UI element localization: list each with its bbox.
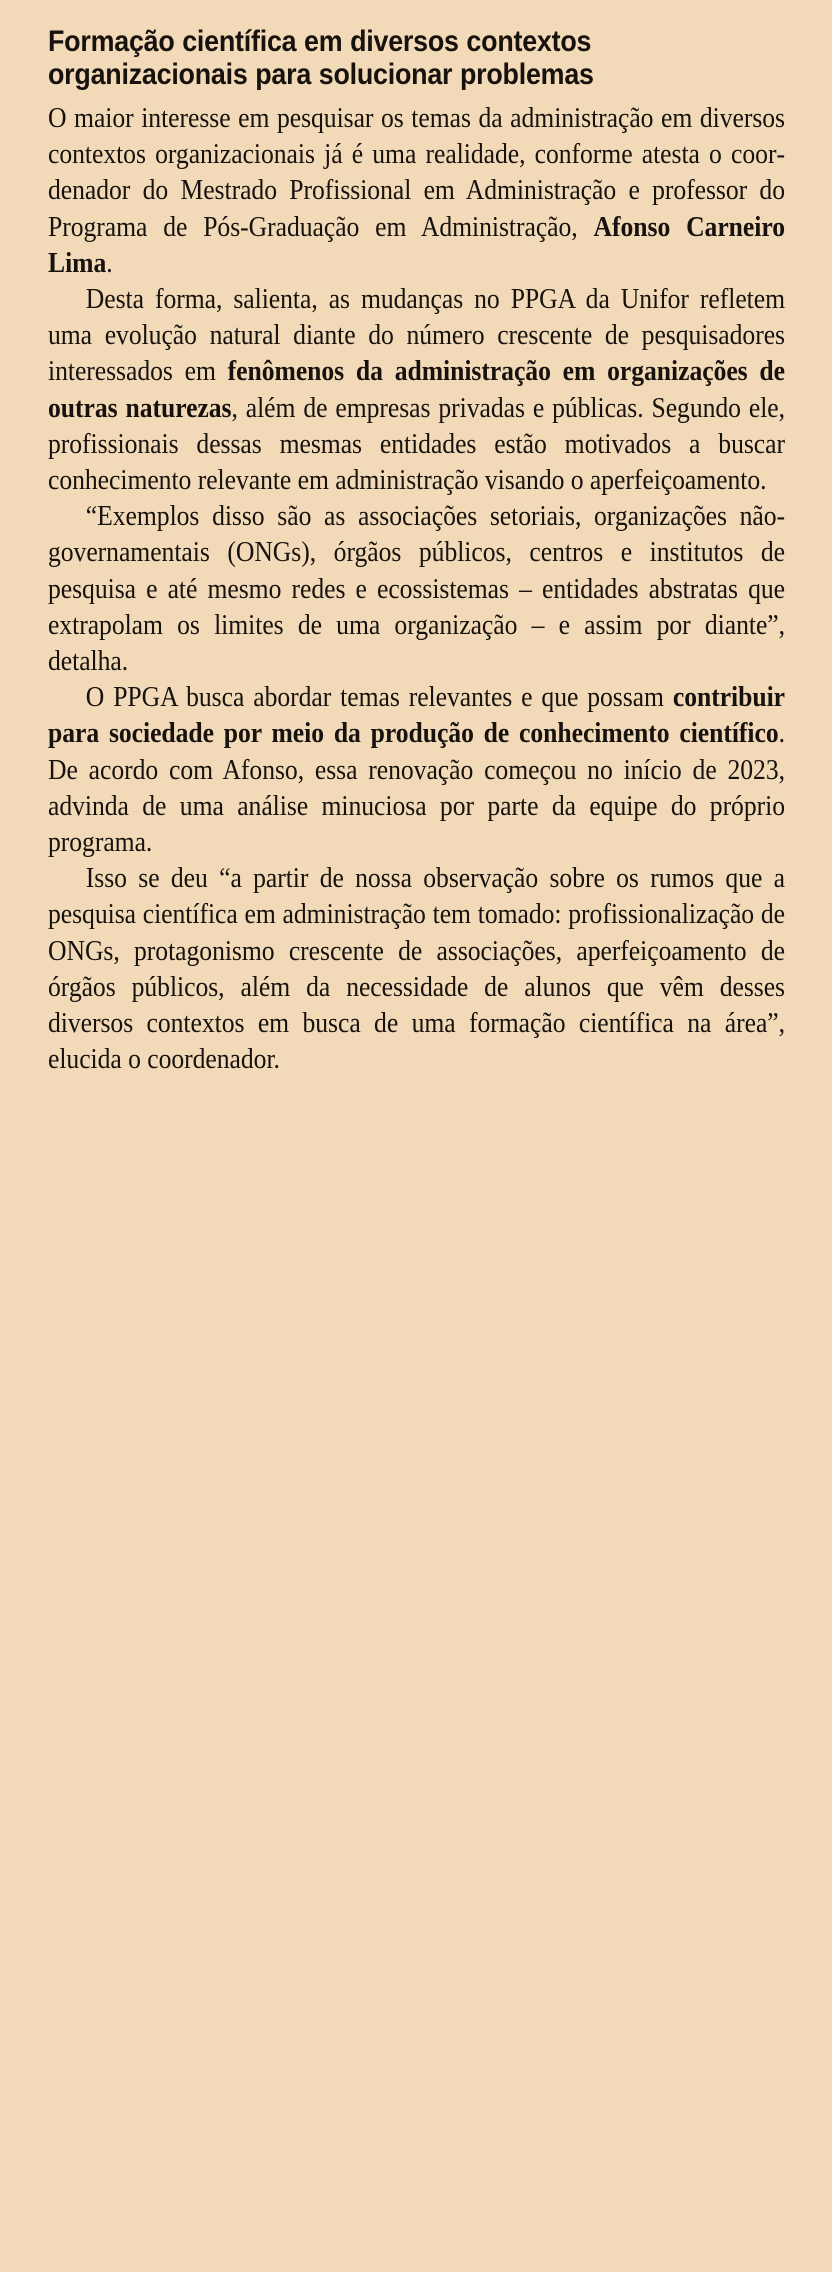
body-text: “Exemplos disso são as associações setoriais, organizações não-governamentais (ONGs), órgãos públicos, centros e institutos de pesquisa e até mesmo redes e ecossistemas – entidades abstratas que extrapolam os limites de uma organização – e assim por diante”, detalha.	[48, 501, 785, 678]
body-text: O maior interesse em pesquisar os temas da administração em diversos contextos organizacionais já é uma realidade, conforme atesta o coordenador do Mestrado Profissional em Administração e professor do Programa de Pós-Graduação em Administração,	[48, 103, 785, 243]
body-text: Isso se deu “a partir de nossa observação sobre os rumos que a pesquisa científica em administração tem tomado: profissionalização de ONGs, protagonismo crescente de associações, aperfeiçoamento de órgãos públicos, além da necessidade de alunos que vêm desses diversos contextos em busca de uma formação científica na área”, elucida o coordenador.	[48, 863, 785, 1076]
emphasis-text: fenômenos da administração em organizações de outras naturezas	[48, 356, 785, 424]
emphasis-text: Afonso Carneiro Lima	[48, 211, 785, 279]
article-paragraph	[48, 499, 785, 680]
emphasis-text: contribuir para sociedade por meio da produção de conhecimento científico	[48, 682, 785, 750]
article-paragraph	[48, 861, 785, 1078]
article-paragraph	[48, 101, 785, 282]
body-text: .	[106, 247, 113, 279]
page-title: Formação científica em diversos contextos organizacionais para solucionar problemas	[48, 25, 594, 91]
article-body	[48, 101, 785, 1078]
body-text: Desta forma, salienta, as mudanças no PPGA da Unifor refletem uma evolução natural diante do número crescente de pesquisadores interessados em	[48, 284, 785, 388]
article-paragraph	[48, 680, 785, 861]
body-text: , além de empresas privadas e públicas. Segundo ele, profissionais dessas mesmas entidades estão motivados a buscar conhecimento relevante em administração visando o aperfeiçoamento.	[48, 392, 786, 497]
article-paragraph	[48, 282, 785, 499]
body-text: O PPGA busca abordar temas relevantes e que possam	[85, 682, 673, 714]
body-text: . De acordo com Afonso, essa renovação começou no início de 2023, advinda de uma análise minuciosa por parte da equipe do próprio programa.	[48, 718, 785, 859]
